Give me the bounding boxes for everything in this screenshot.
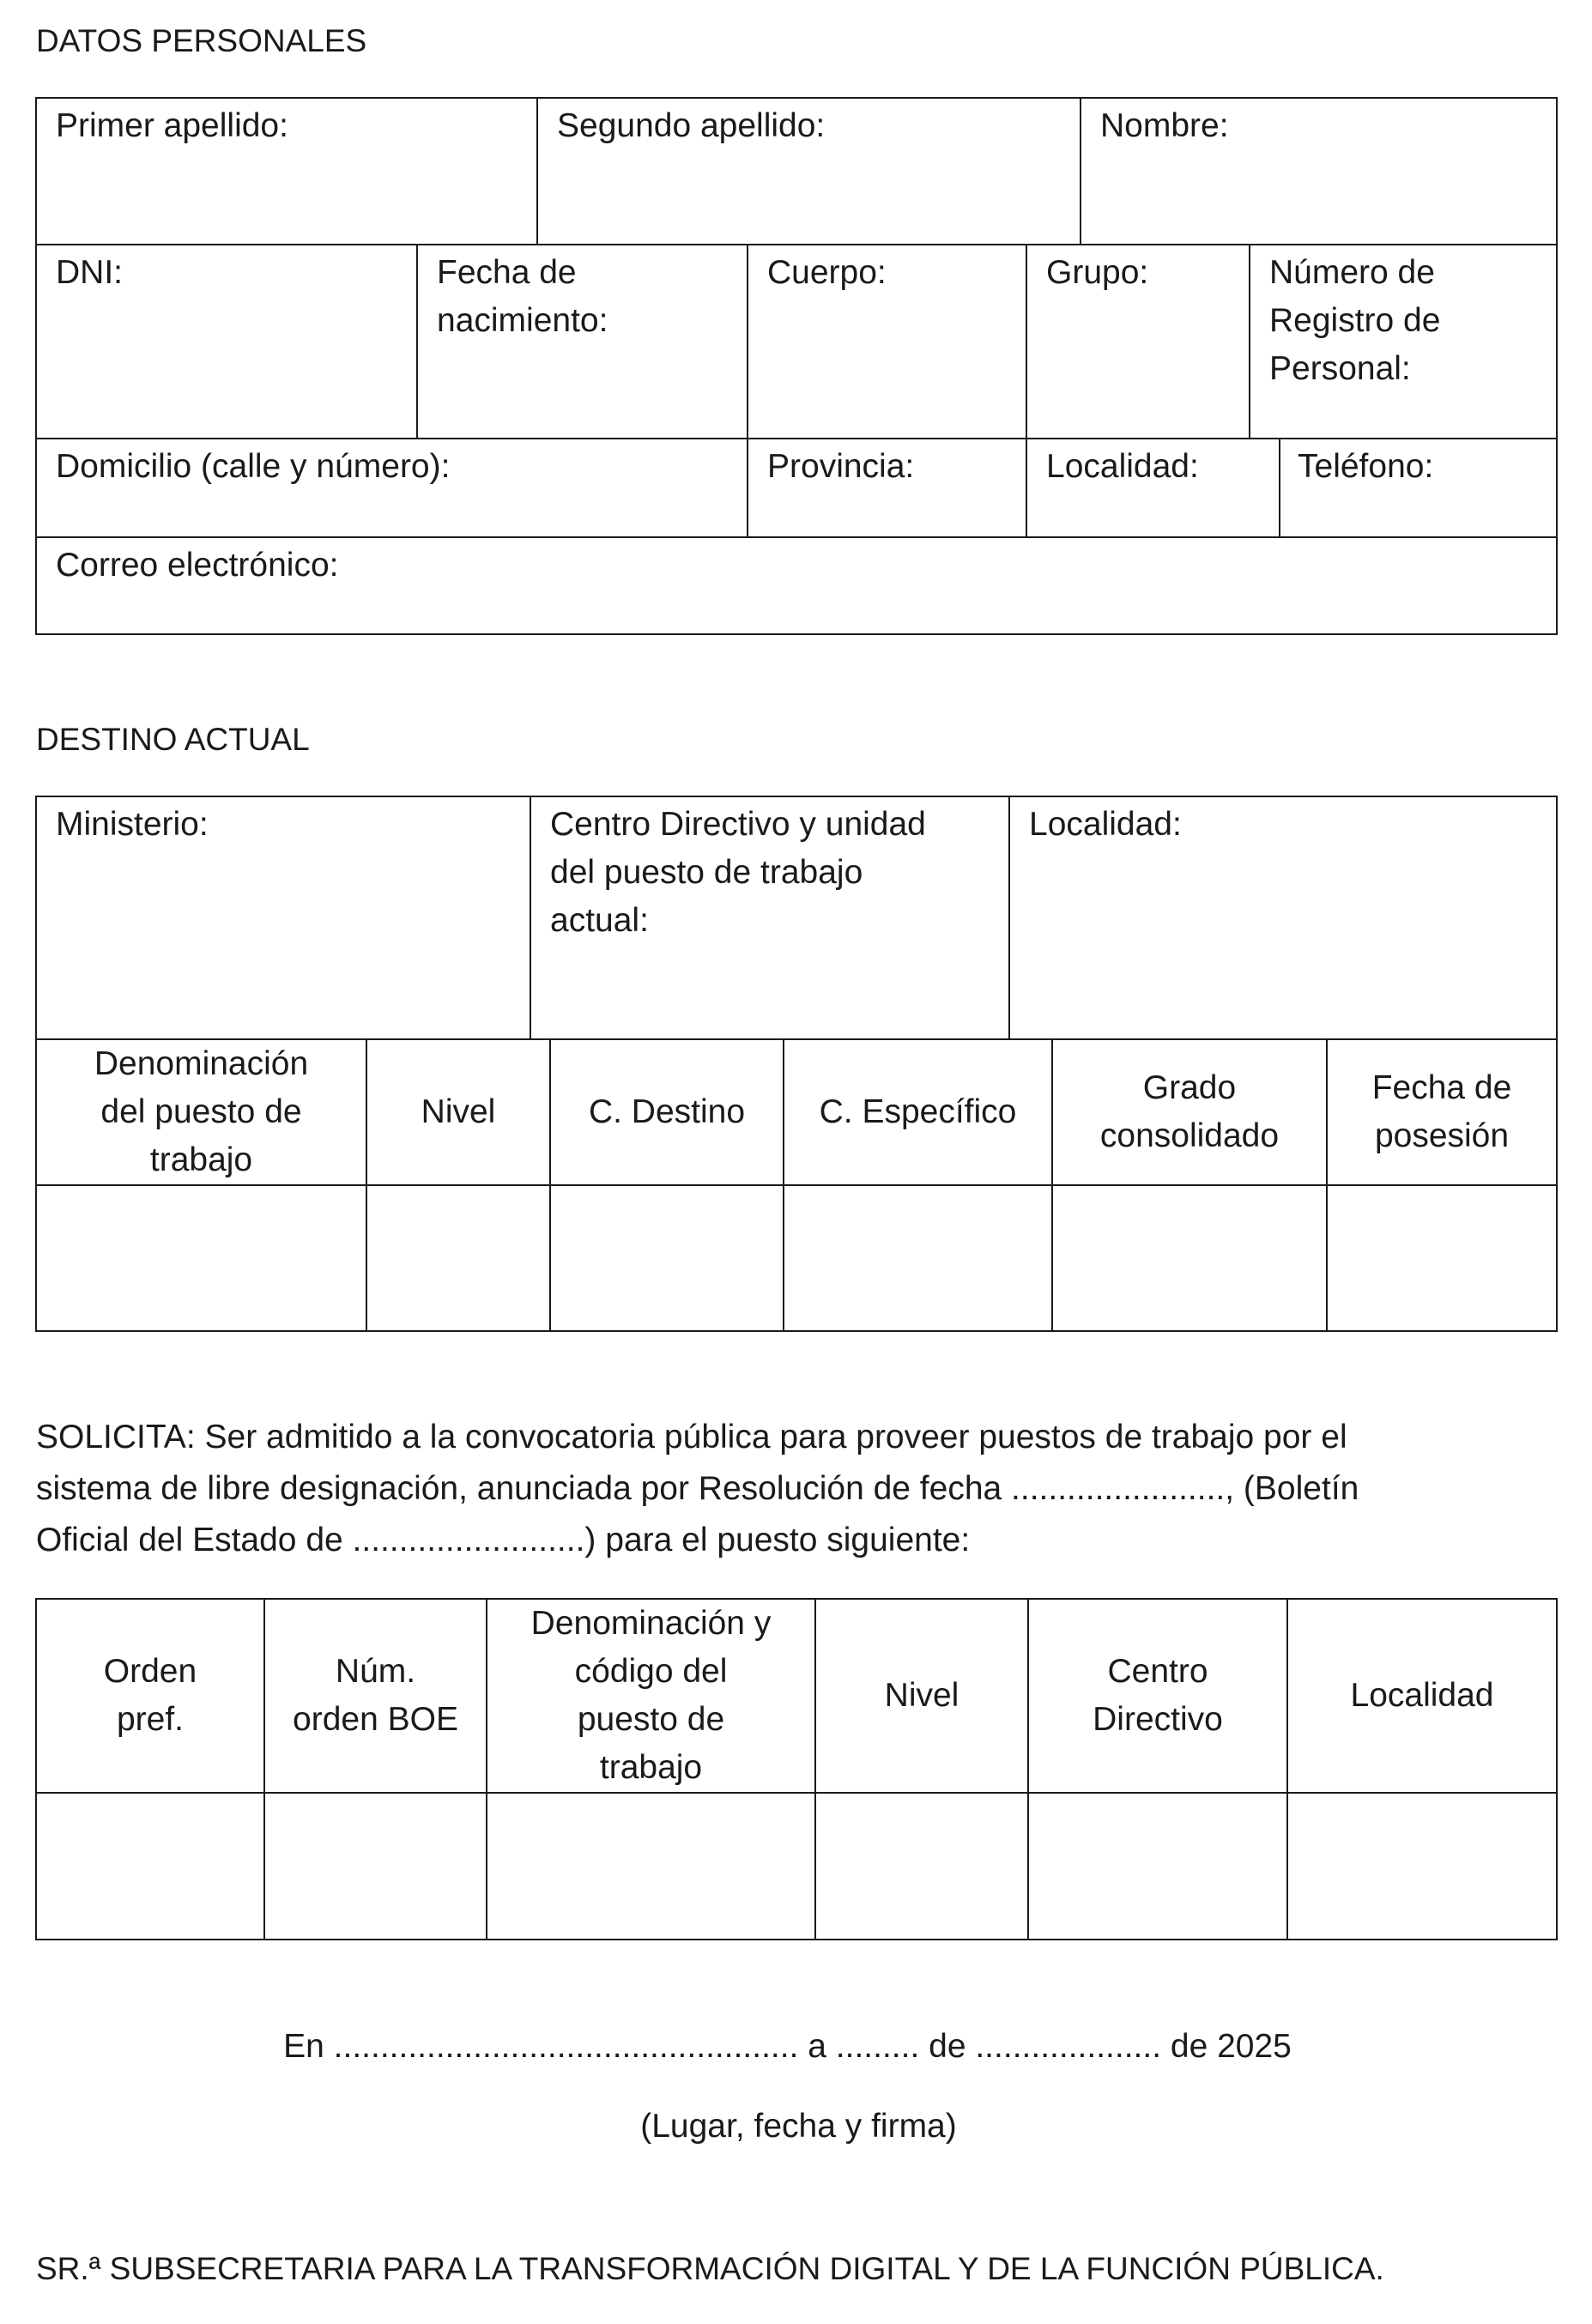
- solicita-paragraph: [36, 1412, 1555, 1566]
- col-c-especifico-label: C. Específico: [819, 1093, 1017, 1130]
- centro-directivo-label-2: del puesto de trabajo: [550, 854, 863, 891]
- provincia-field[interactable]: [748, 439, 1026, 536]
- col-c-destino: [550, 1040, 784, 1184]
- col-puesto-denominacion-3: puesto de: [577, 1701, 725, 1738]
- solicita-line-3: Oficial del Estado de .........................) para el puesto siguiente:: [36, 1522, 971, 1558]
- col-orden-2: pref.: [116, 1701, 185, 1738]
- primer-apellido-label: Primer apellido:: [56, 107, 288, 144]
- col-num-orden-2: orden BOE: [293, 1701, 458, 1738]
- col-grado-2: consolidado: [1099, 1117, 1280, 1154]
- cell-puesto-nivel[interactable]: [815, 1794, 1028, 1939]
- nrp-label-3: Personal:: [1269, 350, 1411, 387]
- col-fecha-posesion-1: Fecha de: [1371, 1069, 1512, 1106]
- primer-apellido-field[interactable]: [37, 99, 537, 244]
- nombre-field[interactable]: [1081, 99, 1556, 244]
- col-nivel: [366, 1040, 550, 1184]
- firma-caption: (Lugar, fecha y firma): [640, 2108, 957, 2145]
- cell-c-destino[interactable]: [550, 1186, 784, 1330]
- destino-localidad-field[interactable]: [1009, 797, 1556, 1038]
- nombre-label: Nombre:: [1100, 107, 1229, 144]
- provincia-label: Provincia:: [767, 448, 915, 485]
- cell-grado[interactable]: [1052, 1186, 1327, 1330]
- row-names: [36, 98, 1557, 245]
- col-fecha-posesion-2: posesión: [1374, 1117, 1510, 1154]
- col-puesto-localidad-label: Localidad: [1350, 1677, 1494, 1714]
- col-orden: [37, 1600, 264, 1792]
- centro-directivo-label-1: Centro Directivo y unidad: [550, 806, 926, 843]
- cuerpo-field[interactable]: [748, 245, 1026, 438]
- col-puesto-nivel: [815, 1600, 1028, 1792]
- solicita-line-2: sistema de libre designación, anunciada por Resolución de fecha ......................., (Boletín: [36, 1470, 1359, 1507]
- col-num-orden-1: Núm.: [335, 1653, 416, 1690]
- ministerio-label: Ministerio:: [56, 806, 209, 843]
- nrp-label-1: Número de: [1269, 254, 1435, 291]
- section-heading-personal: DATOS PERSONALES: [36, 23, 367, 58]
- destino-table: [35, 796, 1558, 1332]
- centro-directivo-label-3: actual:: [550, 902, 649, 939]
- grupo-field[interactable]: [1026, 245, 1250, 438]
- cell-c-especifico[interactable]: [784, 1186, 1052, 1330]
- col-orden-1: Orden: [103, 1653, 197, 1690]
- col-fecha-posesion: [1327, 1040, 1556, 1184]
- cell-puesto-localidad[interactable]: [1287, 1794, 1556, 1939]
- correo-label: Correo electrónico:: [56, 547, 339, 584]
- firma-line[interactable]: En .................................................. a ......... de .................... de 2025: [283, 2028, 1292, 2065]
- grupo-label: Grupo:: [1046, 254, 1149, 291]
- col-denominacion-2: del puesto de: [100, 1093, 302, 1130]
- localidad-label: Localidad:: [1046, 448, 1199, 485]
- cell-puesto-centro[interactable]: [1028, 1794, 1287, 1939]
- col-puesto-denominacion-2: código del: [574, 1653, 728, 1690]
- row-destino-values: [36, 1185, 1557, 1331]
- dni-field[interactable]: [37, 245, 417, 438]
- col-c-destino-label: C. Destino: [588, 1093, 746, 1130]
- destino-localidad-label: Localidad:: [1029, 806, 1182, 843]
- segundo-apellido-label: Segundo apellido:: [557, 107, 826, 144]
- col-grado: [1052, 1040, 1327, 1184]
- puesto-table: [35, 1598, 1558, 1940]
- solicita-line-1: SOLICITA: Ser admitido a la convocatoria pública para proveer puestos de trabajo por el: [36, 1419, 1347, 1456]
- cell-orden[interactable]: [37, 1794, 264, 1939]
- cell-nivel[interactable]: [366, 1186, 550, 1330]
- col-num-orden: [264, 1600, 487, 1792]
- centro-directivo-field[interactable]: [530, 797, 1009, 1038]
- footer-addressee: SR.ª SUBSECRETARIA PARA LA TRANSFORMACIÓN DIGITAL Y DE LA FUNCIÓN PÚBLICA.: [36, 2251, 1384, 2286]
- section-heading-destino: DESTINO ACTUAL: [36, 722, 310, 757]
- col-denominacion: [37, 1040, 366, 1184]
- nrp-label-2: Registro de: [1269, 302, 1441, 339]
- col-nivel-label: Nivel: [421, 1093, 496, 1130]
- domicilio-field[interactable]: [37, 439, 748, 536]
- personal-data-table: [35, 97, 1558, 635]
- row-address: [36, 439, 1557, 537]
- fecha-nacimiento-label-2: nacimiento:: [437, 302, 608, 339]
- cell-puesto-denominacion[interactable]: [487, 1794, 815, 1939]
- dni-label: DNI:: [56, 254, 123, 291]
- col-denominacion-3: trabajo: [149, 1141, 253, 1178]
- cell-fecha-posesion[interactable]: [1327, 1186, 1556, 1330]
- row-puesto-values: [36, 1793, 1557, 1940]
- cuerpo-label: Cuerpo:: [767, 254, 887, 291]
- col-puesto-centro-1: Centro: [1107, 1653, 1208, 1690]
- row-identity: [36, 245, 1557, 439]
- correo-field[interactable]: [36, 537, 1557, 634]
- cell-denominacion[interactable]: [37, 1186, 366, 1330]
- nrp-field[interactable]: [1250, 245, 1556, 438]
- col-puesto-denominacion-4: trabajo: [599, 1749, 703, 1786]
- fecha-nacimiento-field[interactable]: [417, 245, 748, 438]
- row-puesto-headers: [36, 1599, 1557, 1793]
- cell-num-orden[interactable]: [264, 1794, 487, 1939]
- col-puesto-centro-2: Directivo: [1093, 1701, 1223, 1738]
- col-puesto-nivel-label: Nivel: [884, 1677, 959, 1714]
- ministerio-field[interactable]: [37, 797, 530, 1038]
- row-destino-top: [36, 796, 1557, 1039]
- segundo-apellido-field[interactable]: [537, 99, 1081, 244]
- col-denominacion-1: Denominación: [94, 1045, 309, 1082]
- telefono-label: Teléfono:: [1298, 448, 1434, 485]
- col-puesto-centro: [1028, 1600, 1287, 1792]
- col-puesto-denominacion: [487, 1600, 815, 1792]
- col-grado-1: Grado: [1142, 1069, 1237, 1106]
- col-puesto-denominacion-1: Denominación y: [530, 1605, 772, 1642]
- col-c-especifico: [784, 1040, 1052, 1184]
- domicilio-label: Domicilio (calle y número):: [56, 448, 451, 485]
- row-destino-headers: [36, 1039, 1557, 1185]
- telefono-field[interactable]: [1280, 439, 1556, 536]
- fecha-nacimiento-label-1: Fecha de: [437, 254, 577, 291]
- col-puesto-localidad: [1287, 1600, 1556, 1792]
- localidad-field[interactable]: [1026, 439, 1280, 536]
